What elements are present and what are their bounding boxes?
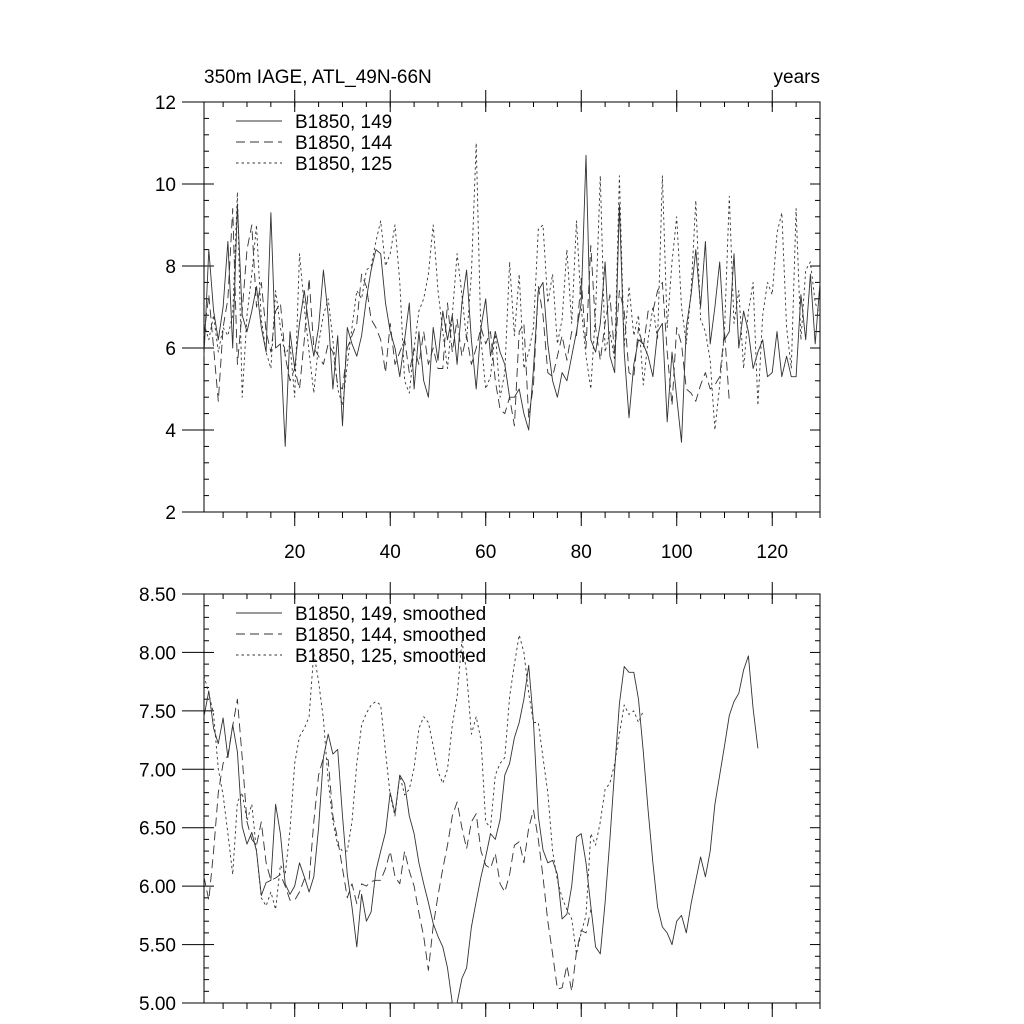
chart-title: 350m IAGE, ATL_49N-66N: [204, 67, 432, 88]
legend-label: B1850, 144, smoothed: [295, 625, 487, 646]
legend-label: B1850, 144: [295, 133, 393, 154]
y-tick-label: 5.50: [139, 935, 176, 957]
x-tick-label: 40: [379, 542, 401, 563]
legend-label: B1850, 125, smoothed: [295, 646, 487, 667]
series-line-3: [204, 143, 820, 430]
x-tick-label: 20: [284, 542, 306, 563]
chart-title-right: years: [773, 67, 820, 88]
y-tick-label: 4: [165, 421, 176, 442]
x-tick-label: 120: [756, 542, 789, 563]
legend: [236, 604, 486, 667]
y-tick-label: 8: [165, 257, 176, 278]
x-tick-label: 60: [475, 542, 497, 563]
y-tick-label: 8.00: [139, 643, 176, 665]
y-tick-label: 8.50: [139, 585, 176, 606]
y-tick-label: 6: [165, 339, 176, 360]
legend-label: B1850, 149, smoothed: [295, 604, 487, 625]
x-tick-labels: [284, 542, 788, 563]
x-tick-label: 80: [570, 542, 592, 563]
y-tick-label: 2: [165, 503, 176, 524]
y-tick-label: 6.50: [139, 818, 176, 840]
series-line-3: [204, 635, 643, 954]
y-tick-label: 6.00: [139, 877, 176, 899]
y-tick-labels: [155, 93, 177, 524]
y-tick-label: 7.50: [139, 701, 176, 723]
y-tick-label: 5.00: [139, 994, 176, 1015]
y-tick-label: 12: [154, 93, 176, 114]
y-tick-labels: [139, 585, 176, 1015]
series-group: [204, 143, 820, 446]
series-line-2: [204, 699, 591, 991]
legend: [236, 112, 393, 175]
series-line-1: [204, 656, 758, 1003]
y-tick-label: 7.00: [139, 760, 176, 782]
legend-label: B1850, 125: [295, 154, 393, 175]
x-tick-label: 100: [660, 542, 693, 563]
axis-ticks: [182, 582, 820, 1017]
legend-label: B1850, 149: [295, 112, 393, 133]
y-tick-label: 10: [154, 175, 176, 196]
top-chart-panel: [155, 67, 820, 563]
series-group: [204, 635, 758, 1003]
bottom-chart-panel: [139, 582, 820, 1017]
